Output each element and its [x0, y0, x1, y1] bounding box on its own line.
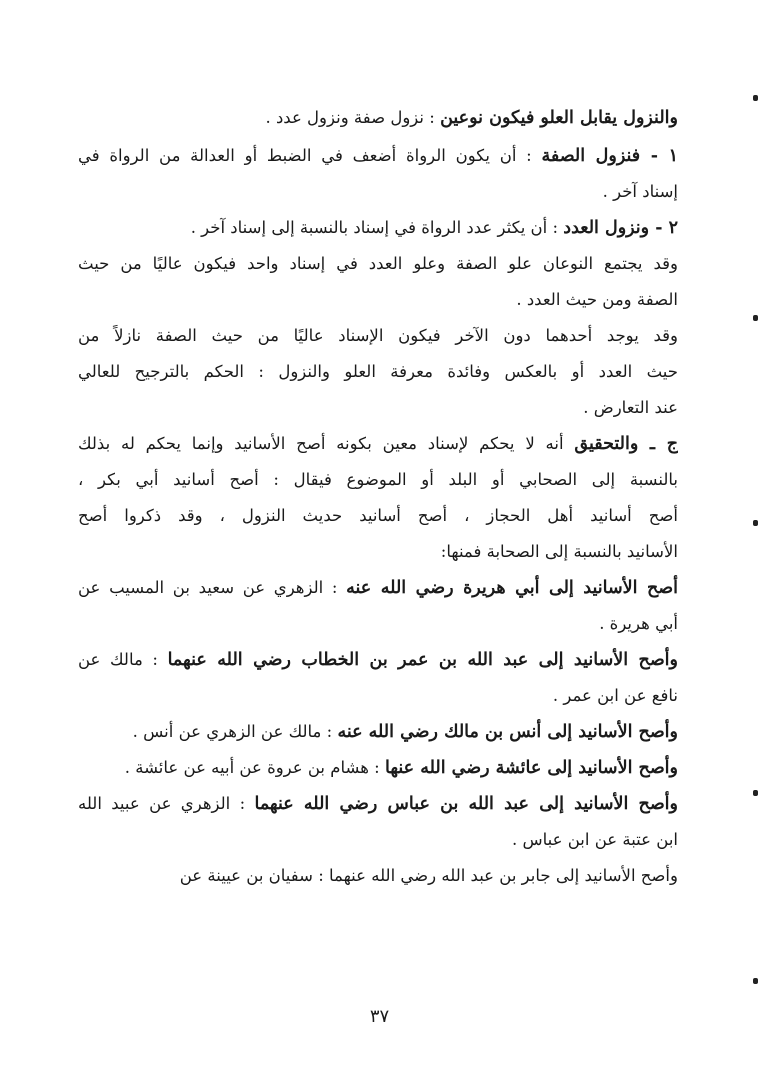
- line-text: وقد يجتمع النوعان علو الصفة وعلو العدد في إسناد واحد فيكون عاليًا من حيث: [78, 254, 678, 273]
- paragraph: [78, 858, 678, 894]
- margin-mark: [753, 95, 758, 101]
- text-line: [78, 210, 678, 246]
- text-line: [78, 750, 678, 786]
- page-body-text: [78, 100, 678, 894]
- text-line: [78, 174, 678, 210]
- line-text: الأسانيد بالنسبة إلى الصحابة فمنها:: [440, 542, 678, 561]
- line-text: عند التعارض .: [583, 398, 678, 417]
- paragraph: [78, 210, 678, 246]
- paragraph: [78, 100, 678, 138]
- line-text: : الزهري عن سعيد بن المسيب عن: [78, 578, 347, 597]
- line-text: أنه لا يحكم لإسناد معين بكونه أصح الأسانيد وإنما يحكم له بذلك: [78, 434, 575, 453]
- bold-heading: أصح الأسانيد إلى أبي هريرة رضي الله عنه: [346, 578, 678, 598]
- text-line: [78, 138, 678, 174]
- bold-heading: والنزول يقابل العلو فيكون نوعين: [440, 108, 678, 128]
- text-line: [78, 606, 678, 642]
- line-text: : أن يكون الرواة أضعف في الضبط أو العدالة من الرواة في: [78, 146, 542, 165]
- text-line: [78, 100, 678, 138]
- text-line: [78, 462, 678, 498]
- text-line: [78, 570, 678, 606]
- text-line: [78, 390, 678, 426]
- text-line: [78, 246, 678, 282]
- paragraph: [78, 138, 678, 210]
- text-line: [78, 534, 678, 570]
- paragraph: [78, 714, 678, 750]
- margin-mark: [753, 790, 758, 796]
- line-text: إسناد آخر .: [602, 182, 678, 201]
- bold-heading: وأصح الأسانيد إلى أنس بن مالك رضي الله عنه: [337, 722, 678, 742]
- paragraph: [78, 642, 678, 714]
- bold-heading: ١ - فنزول الصفة: [541, 146, 678, 166]
- text-line: [78, 354, 678, 390]
- line-text: : مالك عن الزهري عن أنس .: [132, 722, 338, 741]
- line-text: حيث العدد أو بالعكس وفائدة معرفة العلو والنزول : الحكم بالترجيح للعالي: [78, 362, 678, 381]
- margin-mark: [753, 978, 758, 984]
- bold-heading: وأصح الأسانيد إلى عبد الله بن عباس رضي الله عنهما: [254, 794, 678, 814]
- text-line: [78, 426, 678, 462]
- line-text: بالنسبة إلى الصحابي أو البلد أو الموضوع فيقال : أصح أسانيد أبي بكر ،: [78, 470, 678, 489]
- line-text: : نزول صفة ونزول عدد .: [265, 108, 441, 127]
- line-text: : الزهري عن عبيد الله: [78, 794, 255, 813]
- line-text: أبي هريرة .: [599, 614, 678, 633]
- paragraph: [78, 570, 678, 642]
- line-text: : هشام بن عروة عن أبيه عن عائشة .: [124, 758, 385, 777]
- paragraph: [78, 426, 678, 570]
- text-line: [78, 822, 678, 858]
- paragraph: [78, 246, 678, 318]
- margin-mark: [753, 520, 758, 526]
- text-line: [78, 714, 678, 750]
- bold-heading: وأصح الأسانيد إلى عبد الله بن عمر بن الخطاب رضي الله عنهما: [167, 650, 678, 670]
- line-text: أصح أسانيد أهل الحجاز ، أصح أسانيد حديث النزول ، وقد ذكروا أصح: [78, 506, 678, 525]
- paragraph: [78, 786, 678, 858]
- line-text: الصفة ومن حيث العدد .: [516, 290, 678, 309]
- line-text: وأصح الأسانيد إلى جابر بن عبد الله رضي الله عنهما : سفيان بن عيينة عن: [179, 866, 678, 885]
- margin-mark: [753, 315, 758, 321]
- bold-heading: وأصح الأسانيد إلى عائشة رضي الله عنها: [384, 758, 678, 778]
- text-line: [78, 786, 678, 822]
- line-text: وقد يوجد أحدهما دون الآخر فيكون الإسناد عاليًا من حيث الصفة نازلاً من: [78, 326, 678, 345]
- paragraph: [78, 750, 678, 786]
- line-text: نافع عن ابن عمر .: [552, 686, 678, 705]
- text-line: [78, 282, 678, 318]
- line-text: ابن عتبة عن ابن عباس .: [512, 830, 678, 849]
- text-line: [78, 498, 678, 534]
- line-text: : أن يكثر عدد الرواة في إسناد بالنسبة إلى إسناد آخر .: [190, 218, 564, 237]
- bold-heading: ج ـ والتحقيق: [574, 434, 678, 454]
- paragraph: [78, 318, 678, 426]
- text-line: [78, 642, 678, 678]
- text-line: [78, 678, 678, 714]
- line-text: : مالك عن: [78, 650, 168, 669]
- page-number: ٣٧: [369, 1006, 390, 1027]
- bold-heading: ٢ - ونزول العدد: [563, 218, 678, 238]
- text-line: [78, 858, 678, 894]
- text-line: [78, 318, 678, 354]
